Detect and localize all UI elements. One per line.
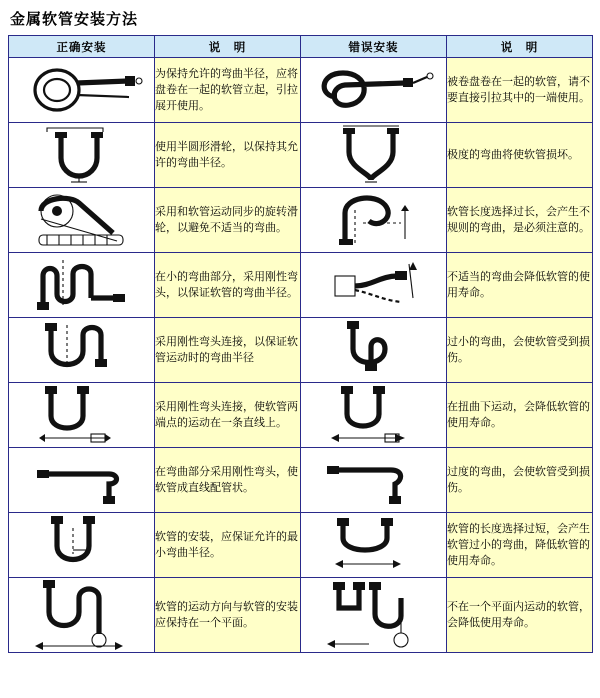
semicircle-pulley-correct-icon [17, 124, 147, 186]
desc-correct: 采用刚性弯头连接，使软管两端点的运动在一条直线上。 [155, 383, 301, 448]
desc-correct: 在弯曲部分采用刚性弯头，使软管成直线配管状。 [155, 448, 301, 513]
figure-rotating-pulley-correct [9, 188, 155, 253]
figure-sharp-bend-wrong [301, 123, 447, 188]
figure-rigid-bend-correct [9, 253, 155, 318]
twist-motion-wrong-icon [309, 384, 439, 446]
desc-wrong: 不适当的弯曲会降低软管的使用寿命。 [447, 253, 593, 318]
figure-over-bend-wrong [301, 448, 447, 513]
figure-min-bend-radius-correct [9, 513, 155, 578]
long-hose-wrong-icon [309, 189, 439, 251]
page-title: 金属软管安装方法 [10, 10, 139, 28]
desc-wrong: 被卷盘卷在一起的软管，请不要直接引拉其中的一端使用。 [447, 58, 593, 123]
desc-wrong: 软管的长度选择过短，会产生软管过小的弯曲，降低软管的使用寿命。 [447, 513, 593, 578]
desc-correct: 采用刚性弯头连接，以保证软管运动时的弯曲半径 [155, 318, 301, 383]
table-row [9, 318, 593, 383]
figure-long-hose-wrong [301, 188, 447, 253]
coiled-hose-wrong-icon [309, 61, 439, 119]
desc-wrong: 过度的弯曲，会使软管受到损伤。 [447, 448, 593, 513]
figure-semicircle-pulley-correct [9, 123, 155, 188]
desc-correct: 使用半圆形滑轮，以保持其允许的弯曲半径。 [155, 123, 301, 188]
rotating-pulley-correct-icon [17, 189, 147, 251]
figure-coiled-hose-wrong [301, 58, 447, 123]
figure-out-of-plane-motion-wrong [301, 578, 447, 653]
figure-rigid-elbow-joint-correct [9, 318, 155, 383]
table-row [9, 513, 593, 578]
straight-pipe-elbow-correct-icon [17, 454, 147, 506]
desc-wrong: 过小的弯曲，会使软管受到损伤。 [447, 318, 593, 383]
figure-straight-pipe-elbow-correct [9, 448, 155, 513]
desc-wrong: 不在一个平面内运动的软管，会降低使用寿命。 [447, 578, 593, 653]
table-row [9, 58, 593, 123]
table-row [9, 188, 593, 253]
figure-same-plane-motion-correct [9, 578, 155, 653]
desc-wrong: 在扭曲下运动，会降低软管的使用寿命。 [447, 383, 593, 448]
desc-correct: 在小的弯曲部分，采用刚性弯头，以保证软管的弯曲半径。 [155, 253, 301, 318]
desc-wrong: 极度的弯曲将使软管损坏。 [447, 123, 593, 188]
sharp-bend-wrong-icon [309, 124, 439, 186]
out-of-plane-motion-wrong-icon [309, 578, 439, 652]
desc-correct: 采用和软管运动同步的旋转滑轮，以避免不适当的弯曲。 [155, 188, 301, 253]
header-wrong-install: 错误安装 [301, 36, 447, 58]
header-correct-install: 正确安装 [9, 36, 155, 58]
figure-improper-bend-wrong [301, 253, 447, 318]
over-bend-wrong-icon [309, 454, 439, 506]
figure-twist-motion-wrong [301, 383, 447, 448]
header-wrong-desc: 说 明 [447, 36, 593, 58]
table-row [9, 578, 593, 653]
desc-correct: 为保持允许的弯曲半径，应将盘卷在一起的软管立起，引拉展开使用。 [155, 58, 301, 123]
rigid-bend-correct-icon [17, 254, 147, 316]
same-plane-motion-correct-icon [17, 578, 147, 652]
figure-tight-bend-wrong [301, 318, 447, 383]
table-row [9, 383, 593, 448]
table-header-row [9, 36, 593, 58]
min-bend-radius-correct-icon [17, 514, 147, 576]
figure-straight-line-motion-correct [9, 383, 155, 448]
figure-too-long-hose-wrong [301, 513, 447, 578]
figure-coiled-hose-correct [9, 58, 155, 123]
rigid-elbow-joint-correct-icon [17, 319, 147, 381]
too-long-hose-wrong-icon [309, 514, 439, 576]
desc-wrong: 软管长度选择过长，会产生不规则的弯曲，是必须注意的。 [447, 188, 593, 253]
installation-methods-table [8, 35, 593, 653]
desc-correct: 软管的安装，应保证允许的最小弯曲半径。 [155, 513, 301, 578]
tight-bend-wrong-icon [309, 319, 439, 381]
header-correct-desc: 说 明 [155, 36, 301, 58]
straight-line-motion-correct-icon [17, 384, 147, 446]
table-row [9, 123, 593, 188]
table-row [9, 448, 593, 513]
improper-bend-wrong-icon [309, 254, 439, 316]
coiled-hose-correct-icon [17, 61, 147, 119]
table-row [9, 253, 593, 318]
desc-correct: 软管的运动方向与软管的安装应保持在一个平面。 [155, 578, 301, 653]
